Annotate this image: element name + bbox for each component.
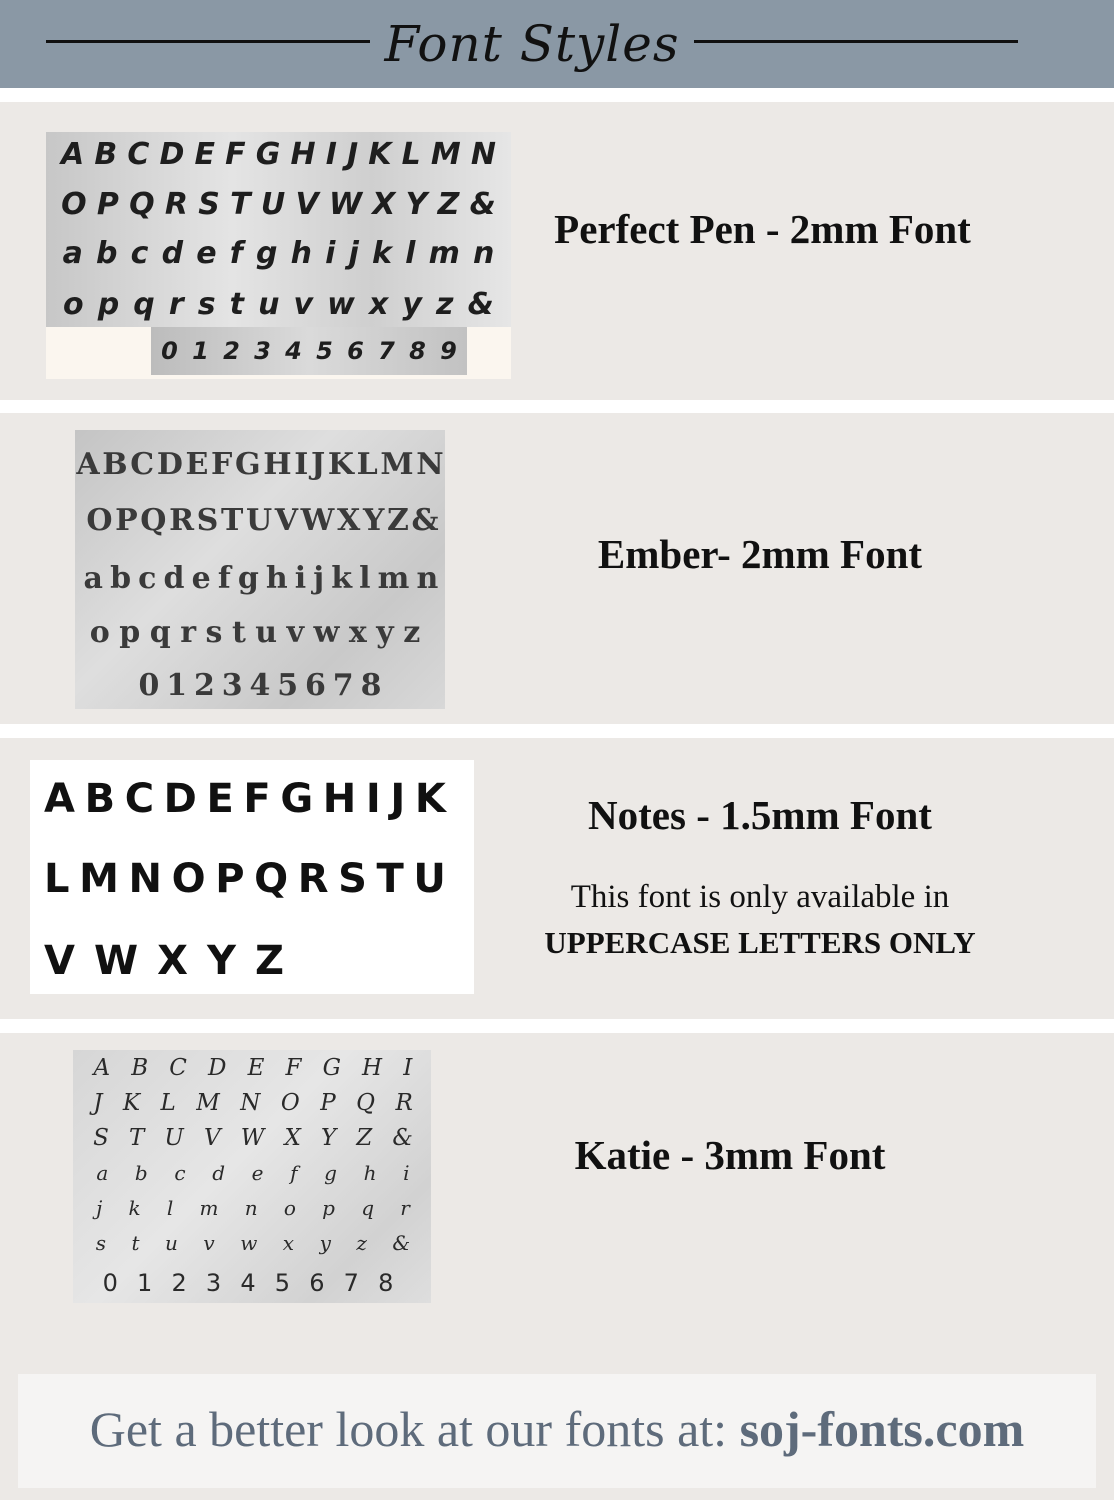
- sample-glyph: H: [263, 446, 292, 482]
- sample-glyph: X: [157, 938, 188, 984]
- sample-glyph: 5: [316, 337, 333, 365]
- sample-glyph: T: [376, 856, 404, 902]
- sample-glyph: m: [377, 560, 410, 596]
- sample-glyph: &: [469, 186, 496, 222]
- sample-glyph: N: [416, 446, 444, 482]
- sample-glyph: T: [128, 1125, 145, 1151]
- sample-glyph: h: [290, 235, 312, 271]
- sample-glyph: w: [327, 286, 355, 322]
- sample-glyph: &: [392, 1125, 413, 1151]
- sample-glyph: S: [196, 502, 219, 538]
- sample-glyph: r: [168, 286, 184, 322]
- sample-glyph: H: [362, 1055, 383, 1081]
- sample-glyph: A: [76, 446, 100, 482]
- sample-glyph: U: [260, 186, 286, 222]
- sample-glyph: 6: [347, 337, 364, 365]
- sample-glyph: B: [94, 136, 118, 172]
- sample-glyph: v: [286, 614, 305, 650]
- sample-glyph: s: [197, 286, 216, 322]
- sample-glyph: W: [93, 938, 139, 984]
- sample-glyph: o: [63, 286, 84, 322]
- sample-glyph: Q: [356, 1090, 375, 1116]
- sample-glyph: O: [280, 1090, 300, 1116]
- sample-glyph: a: [96, 1161, 109, 1185]
- font-name-ember: Ember- 2mm Font: [597, 531, 923, 577]
- notes-uppercase-only-text: UPPERCASE LETTERS ONLY: [544, 925, 976, 960]
- sample-glyph: H: [322, 776, 357, 822]
- sample-glyph: Q: [129, 186, 155, 222]
- ember-sample-image: [75, 430, 445, 709]
- sample-glyph: X: [337, 502, 361, 538]
- sample-glyph: A: [61, 136, 85, 172]
- sample-row: [83, 1192, 423, 1224]
- sample-glyph: g: [324, 1161, 337, 1185]
- sample-glyph: N: [240, 1090, 261, 1116]
- sample-glyph: u: [255, 614, 278, 650]
- sample-glyph: p: [97, 286, 120, 322]
- sample-glyph: w: [313, 614, 340, 650]
- sample-glyph: 4: [285, 337, 302, 365]
- sample-glyph: t: [131, 1231, 140, 1255]
- sample-glyph: I: [294, 446, 309, 482]
- sample-glyph: 3: [205, 1269, 222, 1297]
- sample-glyph: I: [403, 1055, 413, 1081]
- sample-glyph: 1: [192, 337, 209, 365]
- sample-glyph: F: [243, 776, 271, 822]
- sample-glyph: 3: [221, 667, 243, 703]
- perfect-pen-sample-image: [46, 132, 511, 379]
- sample-row: [83, 1122, 423, 1154]
- sample-row: [44, 774, 446, 824]
- sample-glyph: S: [338, 856, 367, 902]
- sample-glyph: m: [199, 1196, 219, 1220]
- sample-glyph: G: [322, 1055, 341, 1081]
- sample-glyph: L: [356, 446, 378, 482]
- sample-glyph: x: [368, 286, 389, 322]
- font-name-perfect-pen: Perfect Pen - 2mm Font: [554, 206, 971, 252]
- katie-sample-image: [73, 1050, 431, 1303]
- sample-glyph: 5: [274, 1269, 291, 1297]
- sample-glyph: 2: [171, 1269, 187, 1297]
- sample-glyph: R: [169, 502, 195, 538]
- sample-glyph: Z: [437, 186, 460, 222]
- sample-glyph: W: [328, 186, 363, 222]
- sample-glyph: K: [327, 446, 354, 482]
- sample-row: [83, 1087, 423, 1119]
- sample-glyph: f: [290, 1161, 298, 1185]
- sample-glyph: i: [294, 560, 307, 596]
- sample-glyph: C: [169, 1055, 187, 1081]
- sample-glyph: M: [79, 856, 119, 902]
- sample-glyph: 7: [332, 667, 354, 703]
- sample-glyph: 1: [137, 1269, 153, 1297]
- footer-site-link[interactable]: soj-fonts.com: [739, 1401, 1025, 1457]
- sample-glyph: J: [390, 776, 406, 822]
- sample-row: [85, 498, 440, 542]
- sample-glyph: V: [203, 1125, 221, 1151]
- sample-glyph: U: [245, 502, 273, 538]
- sample-glyph: 9: [440, 337, 457, 365]
- sample-glyph: e: [251, 1161, 264, 1185]
- sample-glyph: K: [414, 776, 446, 822]
- sample-glyph: b: [95, 235, 118, 271]
- sample-glyph: j: [313, 560, 325, 596]
- sample-glyph: t: [229, 286, 245, 322]
- sample-glyph: B: [131, 1055, 149, 1081]
- sample-glyph: O: [61, 186, 87, 222]
- sample-glyph: j: [96, 1196, 103, 1220]
- sample-glyph: b: [134, 1161, 148, 1185]
- notes-availability-text: This font is only available in: [570, 879, 950, 915]
- sample-glyph: g: [237, 560, 259, 596]
- sample-glyph: H: [290, 136, 316, 172]
- sample-glyph: E: [194, 136, 216, 172]
- sample-glyph: q: [361, 1196, 375, 1220]
- footer-banner: [18, 1374, 1096, 1488]
- sample-row: [56, 182, 501, 226]
- sample-glyph: V: [44, 938, 75, 984]
- sample-glyph: 0: [102, 1269, 118, 1297]
- sample-glyph: y: [319, 1231, 331, 1255]
- sample-glyph: X: [372, 186, 396, 222]
- sample-glyph: E: [247, 1055, 265, 1081]
- sample-glyph: J: [93, 1090, 103, 1116]
- sample-glyph: N: [128, 856, 162, 902]
- sample-glyph: &: [467, 286, 494, 322]
- sample-row: [83, 1227, 423, 1259]
- sample-glyph: T: [220, 502, 244, 538]
- sample-glyph: f: [217, 560, 231, 596]
- sample-glyph: 2: [223, 337, 240, 365]
- sample-glyph: q: [149, 614, 171, 650]
- sample-glyph: U: [164, 1125, 184, 1151]
- sample-glyph: r: [400, 1196, 410, 1220]
- sample-row: [83, 1157, 423, 1189]
- sample-glyph: 5: [277, 667, 299, 703]
- sample-row: [44, 854, 446, 904]
- sample-glyph: c: [138, 560, 157, 596]
- notes-sample-image: [30, 760, 474, 994]
- page-title: Font Styles: [384, 15, 680, 73]
- sample-glyph: w: [240, 1231, 258, 1255]
- sample-glyph: n: [473, 235, 495, 271]
- footer-prefix: Get a better look at our fonts at:: [89, 1401, 740, 1457]
- sample-glyph: h: [265, 560, 288, 596]
- sample-glyph: d: [163, 560, 185, 596]
- footer-text: [18, 1396, 1096, 1462]
- sample-glyph: W: [300, 502, 335, 538]
- sample-glyph: e: [191, 560, 211, 596]
- font-name-notes: Notes - 1.5mm Font: [588, 792, 932, 838]
- sample-glyph: o: [283, 1196, 296, 1220]
- sample-glyph: 7: [378, 337, 395, 365]
- sample-glyph: l: [166, 1196, 174, 1220]
- sample-glyph: Z: [387, 502, 409, 538]
- sample-glyph: M: [380, 446, 414, 482]
- sample-glyph: Y: [362, 502, 385, 538]
- sample-glyph: f: [229, 235, 243, 271]
- sample-glyph: C: [130, 446, 155, 482]
- sample-glyph: S: [93, 1125, 109, 1151]
- sample-row: [93, 1267, 403, 1299]
- sample-glyph: n: [244, 1196, 258, 1220]
- sample-glyph: k: [372, 235, 392, 271]
- sample-row: [56, 132, 501, 176]
- sample-row: [44, 936, 284, 986]
- sample-glyph: n: [416, 560, 439, 596]
- sample-glyph: O: [86, 502, 113, 538]
- sample-glyph: D: [156, 446, 183, 482]
- sample-glyph: L: [401, 136, 421, 172]
- sample-glyph: k: [128, 1196, 141, 1220]
- sample-row: [135, 663, 385, 707]
- sample-glyph: s: [205, 614, 223, 650]
- sample-glyph: C: [127, 136, 150, 172]
- sample-glyph: J: [346, 136, 359, 172]
- sample-glyph: h: [363, 1161, 377, 1185]
- sample-glyph: Z: [356, 1125, 373, 1151]
- sample-glyph: 6: [309, 1269, 325, 1297]
- sample-glyph: l: [405, 235, 416, 271]
- sample-glyph: z: [436, 286, 454, 322]
- sample-glyph: O: [171, 856, 206, 902]
- sample-glyph: q: [133, 286, 155, 322]
- sample-glyph: V: [295, 186, 319, 222]
- sample-glyph: A: [44, 776, 75, 822]
- sample-row: [154, 330, 464, 372]
- sample-glyph: k: [331, 560, 353, 596]
- sample-glyph: v: [203, 1231, 215, 1255]
- sample-row: [56, 282, 501, 326]
- sample-glyph: D: [163, 776, 197, 822]
- sample-glyph: a: [62, 235, 83, 271]
- sample-glyph: 0: [138, 667, 160, 703]
- sample-glyph: z: [356, 1231, 367, 1255]
- sample-glyph: L: [160, 1090, 176, 1116]
- sample-glyph: F: [211, 446, 233, 482]
- sample-glyph: I: [365, 776, 381, 822]
- sample-glyph: j: [348, 235, 359, 271]
- sample-glyph: u: [165, 1231, 178, 1255]
- sample-glyph: Y: [206, 938, 236, 984]
- sample-glyph: y: [402, 286, 422, 322]
- sample-glyph: P: [215, 856, 245, 902]
- sample-glyph: 4: [240, 1269, 256, 1297]
- sample-glyph: o: [89, 614, 110, 650]
- sample-glyph: y: [376, 614, 394, 650]
- sample-glyph: s: [95, 1231, 106, 1255]
- sample-row: [80, 556, 442, 600]
- sample-glyph: M: [196, 1090, 220, 1116]
- sample-glyph: K: [368, 136, 392, 172]
- sample-glyph: S: [198, 186, 220, 222]
- sample-glyph: a: [83, 560, 103, 596]
- sample-glyph: G: [235, 446, 261, 482]
- sample-glyph: 0: [161, 337, 178, 365]
- sample-glyph: R: [297, 856, 329, 902]
- sample-glyph: V: [274, 502, 299, 538]
- sample-glyph: E: [185, 446, 209, 482]
- sample-glyph: x: [348, 614, 367, 650]
- sample-glyph: Y: [405, 186, 428, 222]
- sample-glyph: 7: [343, 1269, 359, 1297]
- sample-glyph: b: [110, 560, 132, 596]
- sample-glyph: l: [359, 560, 371, 596]
- sample-glyph: c: [174, 1161, 186, 1185]
- sample-glyph: R: [395, 1090, 413, 1116]
- sample-row: [75, 442, 445, 486]
- sample-glyph: I: [325, 136, 337, 172]
- sample-glyph: M: [430, 136, 461, 172]
- sample-glyph: p: [119, 614, 141, 650]
- sample-glyph: d: [161, 235, 184, 271]
- sample-row: [85, 610, 425, 654]
- sample-glyph: 4: [249, 667, 271, 703]
- sample-glyph: t: [231, 614, 246, 650]
- sample-glyph: D: [159, 136, 185, 172]
- sample-glyph: U: [413, 856, 446, 902]
- sample-glyph: Q: [254, 856, 289, 902]
- font-name-katie: Katie - 3mm Font: [574, 1132, 886, 1178]
- sample-glyph: F: [225, 136, 246, 172]
- sample-glyph: 8: [360, 667, 382, 703]
- sample-glyph: c: [130, 235, 149, 271]
- sample-glyph: i: [325, 235, 336, 271]
- sample-glyph: G: [280, 776, 314, 822]
- sample-glyph: 8: [378, 1269, 394, 1297]
- sample-glyph: Z: [254, 938, 284, 984]
- sample-row: [56, 231, 501, 275]
- sample-glyph: P: [96, 186, 119, 222]
- sample-glyph: v: [293, 286, 314, 322]
- sample-glyph: B: [84, 776, 116, 822]
- sample-glyph: 2: [193, 667, 215, 703]
- sample-glyph: &: [392, 1231, 411, 1255]
- sample-glyph: x: [282, 1231, 295, 1255]
- sample-glyph: 6: [305, 667, 326, 703]
- sample-glyph: D: [208, 1055, 227, 1081]
- sample-glyph: R: [164, 186, 189, 222]
- sample-glyph: Y: [320, 1125, 337, 1151]
- sample-glyph: Q: [140, 502, 167, 538]
- sample-glyph: u: [258, 286, 280, 322]
- sample-glyph: N: [470, 136, 496, 172]
- sample-glyph: m: [428, 235, 460, 271]
- header-bar: [0, 0, 1114, 88]
- sample-glyph: g: [255, 235, 278, 271]
- sample-glyph: z: [403, 614, 421, 650]
- sample-glyph: &: [411, 502, 439, 538]
- sample-glyph: 8: [409, 337, 426, 365]
- sample-glyph: A: [93, 1055, 111, 1081]
- sample-glyph: E: [206, 776, 234, 822]
- sample-glyph: F: [285, 1055, 302, 1081]
- sample-row: [83, 1052, 423, 1084]
- sample-glyph: X: [284, 1125, 301, 1151]
- sample-glyph: T: [230, 186, 251, 222]
- sample-glyph: p: [322, 1196, 335, 1220]
- sample-glyph: P: [320, 1090, 336, 1116]
- sample-glyph: P: [115, 502, 138, 538]
- sample-glyph: e: [196, 235, 217, 271]
- sample-glyph: d: [212, 1161, 225, 1185]
- sample-glyph: 1: [166, 667, 188, 703]
- sample-glyph: C: [124, 776, 155, 822]
- header-divider-right: [694, 40, 1018, 43]
- sample-glyph: W: [240, 1125, 265, 1151]
- sample-glyph: G: [255, 136, 281, 172]
- sample-glyph: K: [122, 1090, 141, 1116]
- sample-glyph: B: [102, 446, 128, 482]
- sample-glyph: 3: [254, 337, 271, 365]
- sample-glyph: r: [180, 614, 197, 650]
- header-divider-left: [46, 40, 370, 43]
- sample-glyph: L: [44, 856, 70, 902]
- sample-glyph: J: [311, 446, 326, 482]
- sample-glyph: i: [403, 1161, 410, 1185]
